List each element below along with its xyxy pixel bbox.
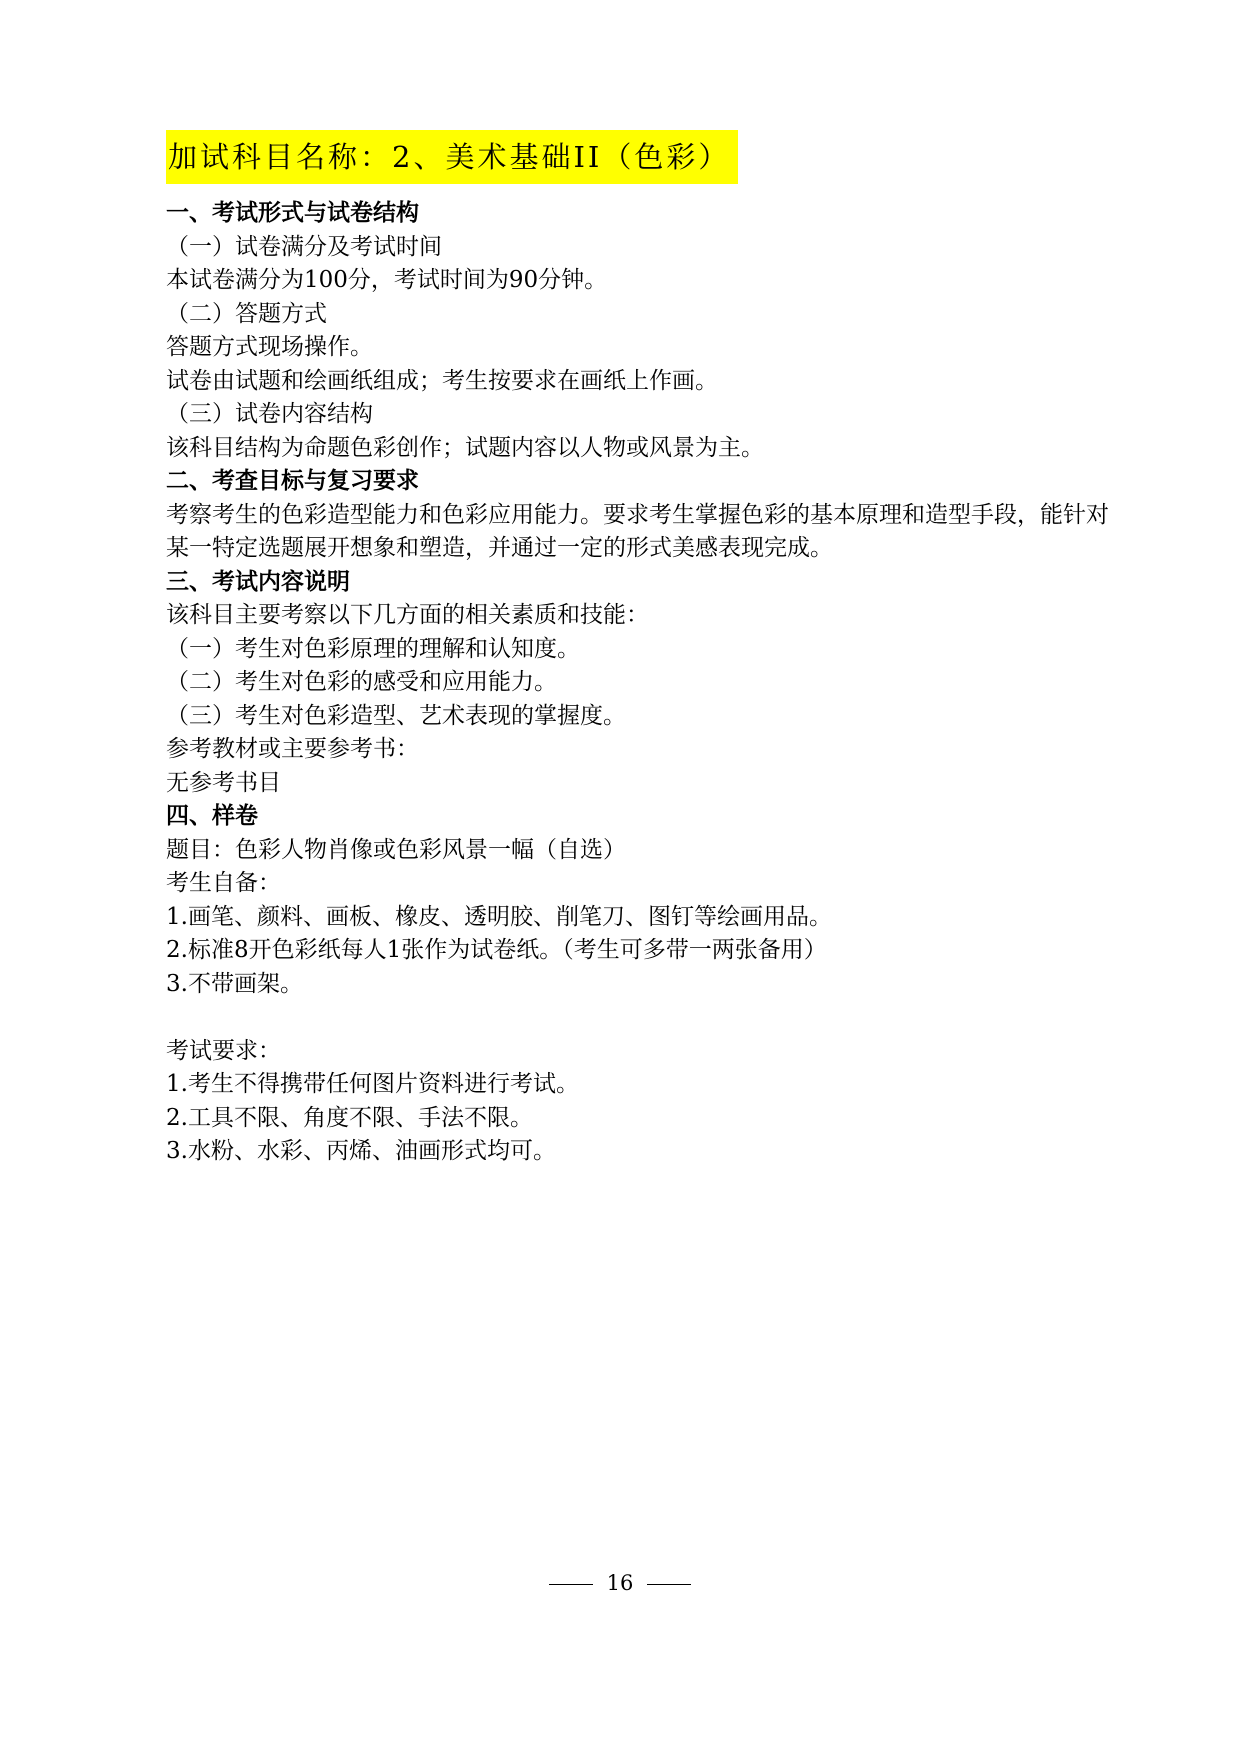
section-3-item-2: （二）考生对色彩的感受和应用能力。 bbox=[166, 669, 557, 695]
section-3-heading: 三、考试内容说明 bbox=[166, 568, 350, 595]
section-1-sub-2-text-1: 答题方式现场操作。 bbox=[166, 334, 373, 360]
sample-topic: 题目：色彩人物肖像或色彩风景一幅（自选） bbox=[166, 836, 626, 863]
document-body bbox=[166, 197, 1126, 1169]
section-1-sub-1-text: 本试卷满分为100分，考试时间为90分钟。 bbox=[166, 267, 608, 293]
section-1-heading: 一、考试形式与试卷结构 bbox=[166, 200, 419, 226]
blank-line bbox=[166, 1001, 1126, 1035]
section-2-text: 考察考生的色彩造型能力和色彩应用能力。要求考生掌握色彩的基本原理和造型手段，能针对某一特定选题展开想象和塑造，并通过一定的形式美感表现完成。 bbox=[166, 501, 1109, 561]
section-1-sub-3-text: 该科目结构为命题色彩创作；试题内容以人物或风景为主。 bbox=[166, 434, 764, 461]
requirement-item-2: 2.工具不限、角度不限、手法不限。 bbox=[166, 1104, 533, 1131]
section-3-item-3: （三）考生对色彩造型、艺术表现的掌握度。 bbox=[166, 702, 626, 729]
section-1-sub-1: （一）试卷满分及考试时间 bbox=[166, 233, 442, 260]
section-4-heading: 四、样卷 bbox=[166, 803, 258, 829]
preparation-item-2: 2.标准8开色彩纸每人1张作为试卷纸。（考生可多带一两张备用） bbox=[166, 937, 827, 963]
reference-label: 参考教材或主要参考书： bbox=[166, 736, 419, 762]
requirement-item-3: 3.水粉、水彩、丙烯、油画形式均可。 bbox=[166, 1138, 556, 1164]
section-3-intro: 该科目主要考察以下几方面的相关素质和技能： bbox=[166, 602, 649, 628]
preparation-item-3: 3.不带画架。 bbox=[166, 970, 303, 997]
footer-dash-right bbox=[647, 1584, 691, 1586]
preparation-label: 考生自备： bbox=[166, 870, 281, 896]
reference-value: 无参考书目 bbox=[166, 769, 281, 796]
section-1-sub-3: （三）试卷内容结构 bbox=[166, 401, 373, 427]
page-number: 16 bbox=[606, 1571, 634, 1595]
section-2-heading: 二、考查目标与复习要求 bbox=[166, 468, 419, 494]
section-3-item-1: （一）考生对色彩原理的理解和认知度。 bbox=[166, 635, 580, 662]
page-footer bbox=[0, 1568, 1240, 1598]
subject-title: 加试科目名称：2、美术基础II（色彩） bbox=[166, 130, 738, 184]
requirement-item-1: 1.考生不得携带任何图片资料进行考试。 bbox=[166, 1071, 579, 1097]
requirements-label: 考试要求： bbox=[166, 1037, 281, 1064]
section-1-sub-2: （二）答题方式 bbox=[166, 300, 327, 327]
footer-dash-left bbox=[549, 1584, 593, 1586]
preparation-item-1: 1.画笔、颜料、画板、橡皮、透明胶、削笔刀、图钉等绘画用品。 bbox=[166, 903, 832, 930]
section-1-sub-2-text-2: 试卷由试题和绘画纸组成；考生按要求在画纸上作画。 bbox=[166, 367, 718, 394]
